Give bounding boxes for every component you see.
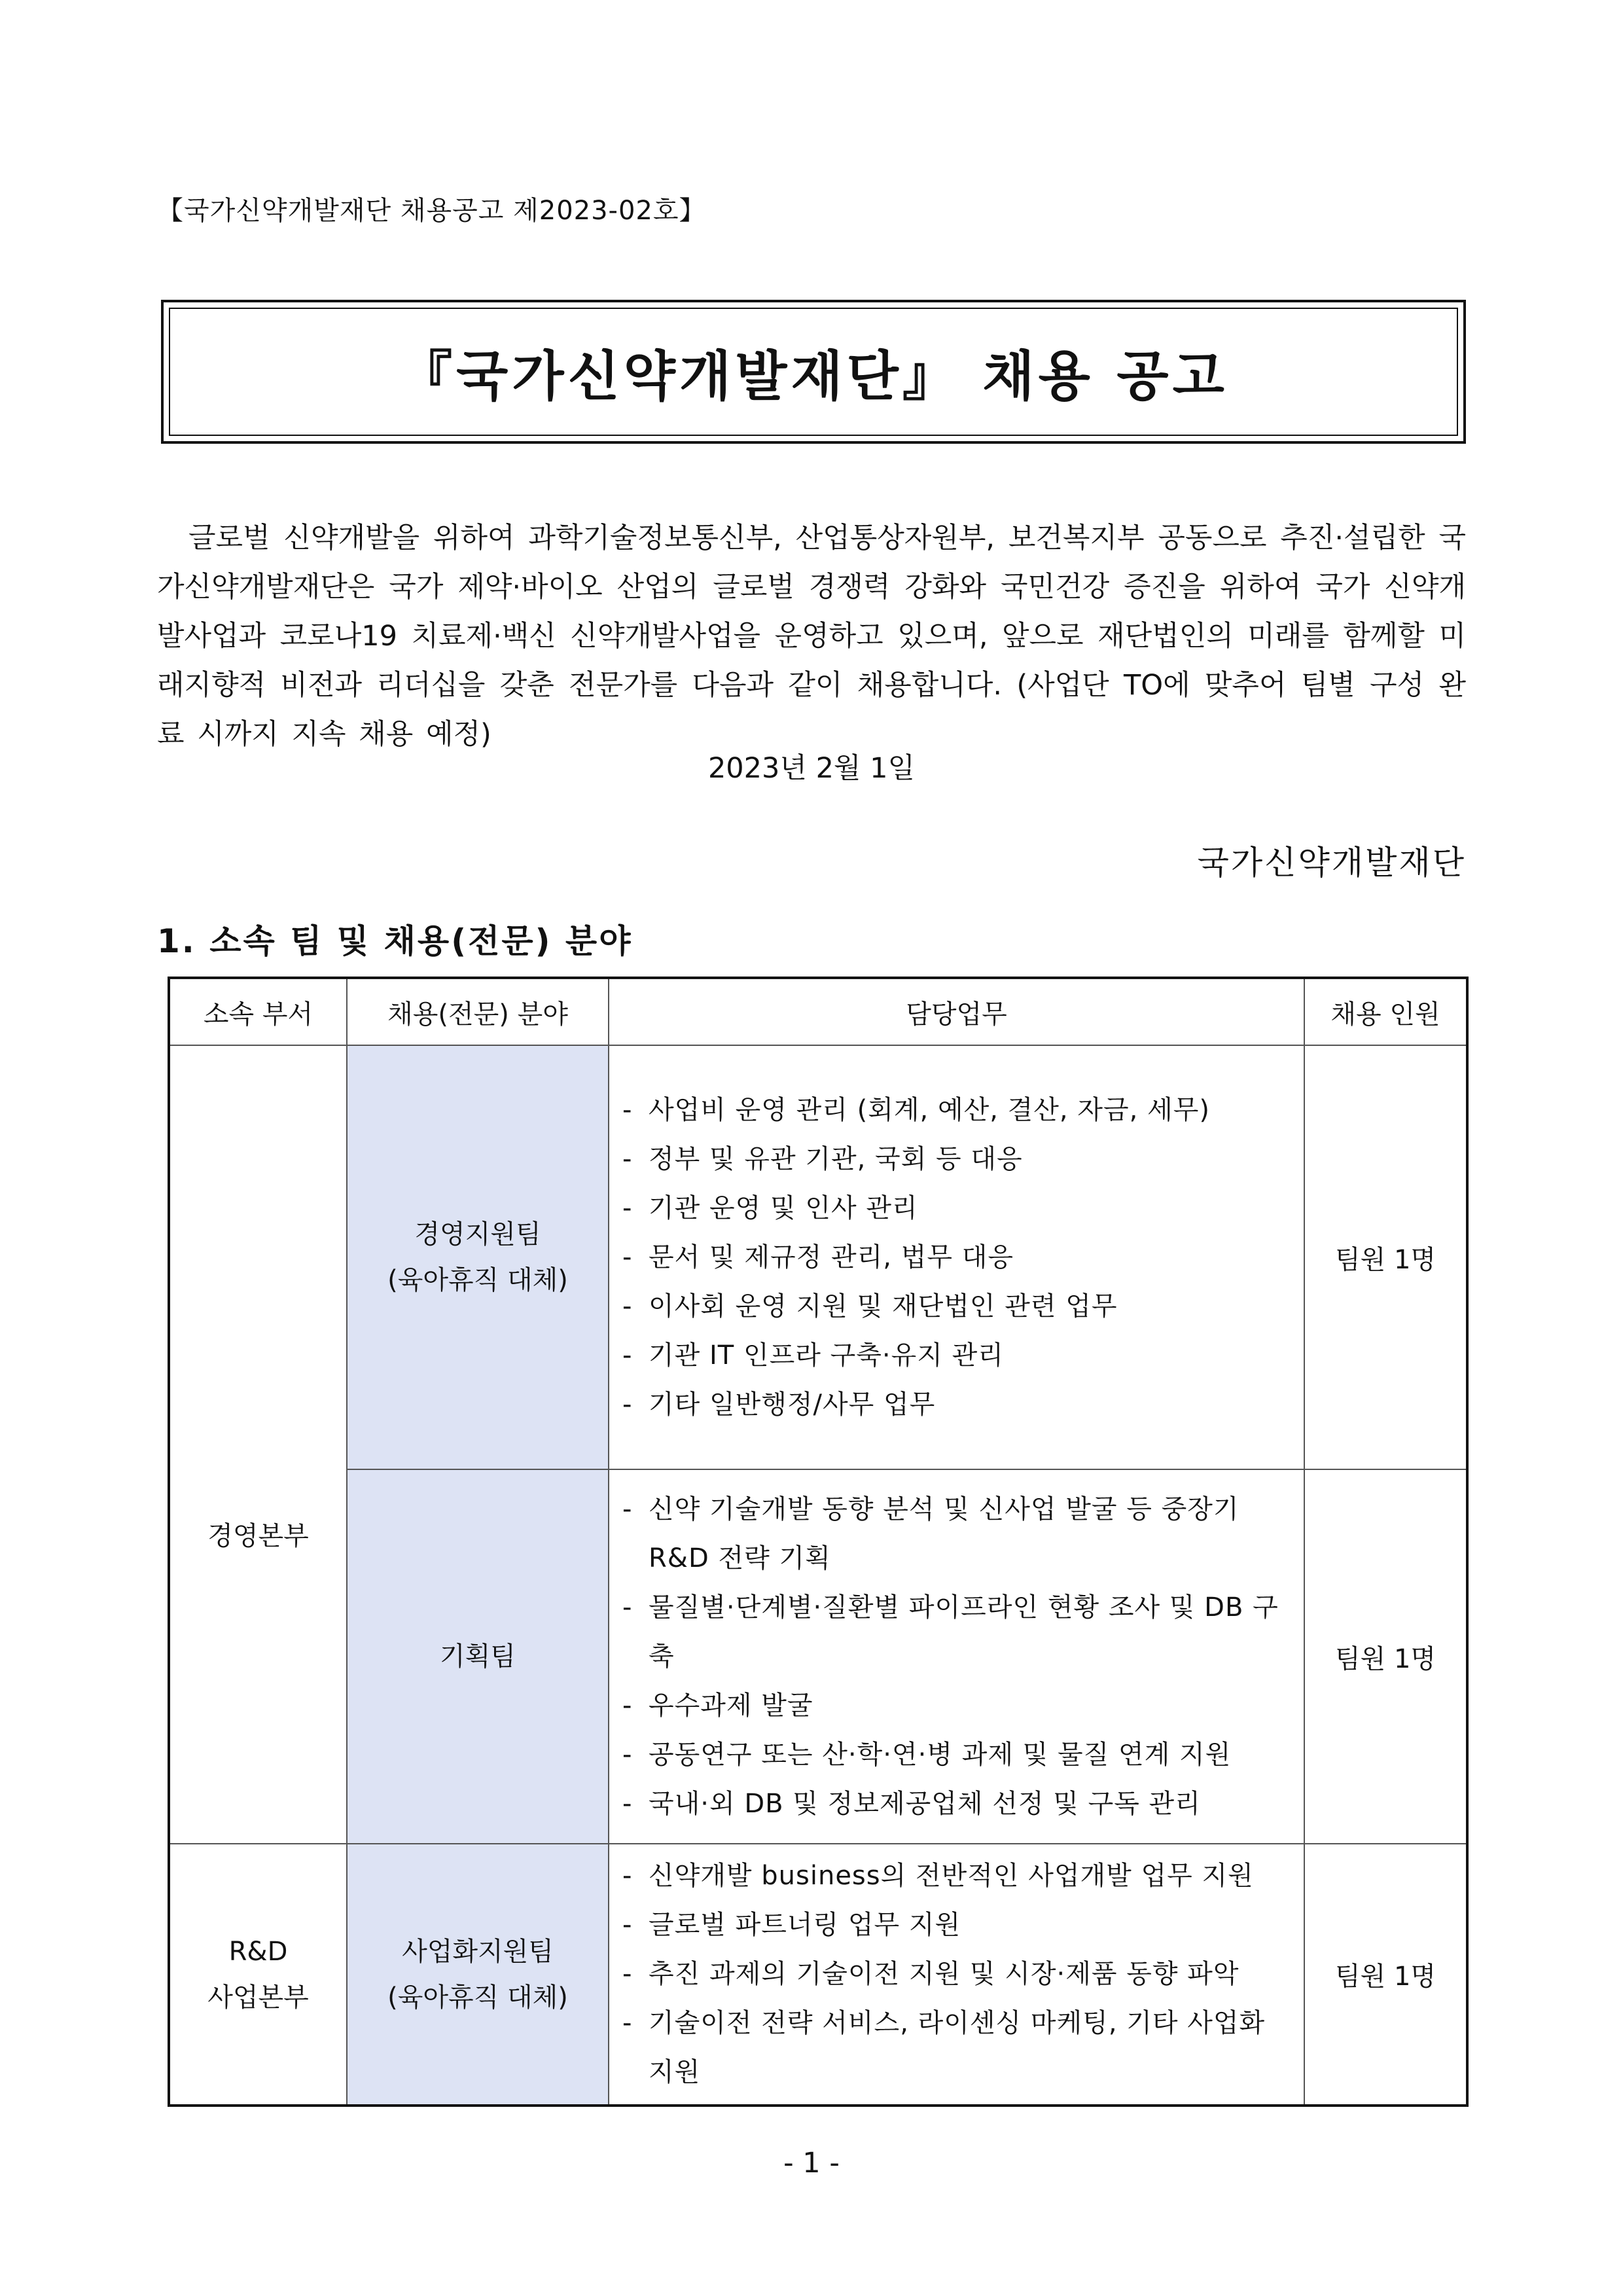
dept-name: R&D xyxy=(228,1936,288,1967)
field-cell xyxy=(347,1045,609,1469)
intro-paragraph: 글로벌 신약개발을 위하여 과학기술정보통신부, 산업통상자원부, 보건복지부 공동으로 추진·설립한 국가신약개발재단은 국가 제약·바이오 산업의 글로벌 경쟁력 강화와 국민건강 증진을 위하여 국가 신약개발사업과 코로나19 치료제·백신 신약개발사업을 운영하고 있으며, 앞으로 재단법인의 미래를 함께할 미래지향적 비전과 리더십을 갖춘 전문가를 다음과 같이 채용합니다. (사업단 TO에 맞추어 팀별 구성 완료 시까지 지속 채용 예정) xyxy=(157,522,1466,751)
field-name: 사업화지원팀 xyxy=(402,1936,554,1967)
list-item: - 정부 및 유관 기관, 국회 등 대응 xyxy=(622,1135,1297,1184)
organization-name: 국가신약개발재단 xyxy=(1197,844,1466,882)
duties-cell xyxy=(609,1469,1304,1844)
announcement-date: 2023년 2월 1일 xyxy=(707,752,916,785)
dept-name: 사업본부 xyxy=(207,1982,309,2013)
list-item: - 기타 일반행정/사무 업무 xyxy=(622,1380,1297,1429)
count-cell: 팀원 1명 xyxy=(1304,1469,1467,1844)
list-item: - 사업비 운영 관리 (회계, 예산, 결산, 자금, 세무) xyxy=(622,1086,1297,1135)
list-item: - 이사회 운영 지원 및 재단법인 관련 업무 xyxy=(622,1282,1297,1331)
header-count: 채용 인원 xyxy=(1304,978,1467,1045)
list-item: - 추진 과제의 기술이전 지원 및 시장·제품 동향 파악 xyxy=(622,1950,1297,1999)
table-header-row xyxy=(169,978,1467,1045)
dept-cell xyxy=(169,1045,347,1844)
title-box xyxy=(161,300,1466,444)
count-cell: 팀원 1명 xyxy=(1304,1844,1467,2106)
list-item: - 기관 IT 인프라 구축·유지 관리 xyxy=(622,1331,1297,1380)
list-item: - 물질별·단계별·질환별 파이프라인 현황 조사 및 DB 구축 xyxy=(622,1583,1297,1681)
table-row xyxy=(169,1844,1467,2106)
field-name: 기획팀 xyxy=(440,1641,516,1672)
header-field: 채용(전문) 분야 xyxy=(347,978,609,1045)
table-row xyxy=(169,1045,1467,1469)
list-item: - 글로벌 파트너링 업무 지원 xyxy=(622,1901,1297,1950)
field-cell xyxy=(347,1844,609,2106)
count-cell: 팀원 1명 xyxy=(1304,1045,1467,1469)
dept-name: 경영본부 xyxy=(207,1521,309,1551)
field-name: 경영지원팀 xyxy=(414,1219,541,1249)
field-note: (육아휴직 대체) xyxy=(387,1982,568,2013)
page-number: - 1 - xyxy=(783,2147,840,2179)
field-note: (육아휴직 대체) xyxy=(387,1265,568,1295)
duties-cell xyxy=(609,1844,1304,2106)
header-dept: 소속 부서 xyxy=(169,978,347,1045)
list-item: - 기관 운영 및 인사 관리 xyxy=(622,1184,1297,1233)
field-cell xyxy=(347,1469,609,1844)
list-item: - 기술이전 전략 서비스, 라이센싱 마케팅, 기타 사업화 지원 xyxy=(622,1999,1297,2097)
duties-list xyxy=(622,1485,1297,1829)
document-title: 『국가신약개발재단』 채용 공고 xyxy=(399,345,1228,408)
section-heading: 1. 소속 팀 및 채용(전문) 분야 xyxy=(157,922,633,960)
recruitment-table xyxy=(168,977,1469,2107)
notice-number: 【국가신약개발재단 채용공고 제2023-02호】 xyxy=(157,196,706,226)
header-duties: 담당업무 xyxy=(609,978,1304,1045)
dept-cell xyxy=(169,1844,347,2106)
title-box-inner xyxy=(169,308,1458,436)
duties-list xyxy=(622,1852,1297,2097)
list-item: - 신약 기술개발 동향 분석 및 신사업 발굴 등 중장기 R&D 전략 기획 xyxy=(622,1485,1297,1583)
list-item: - 우수과제 발굴 xyxy=(622,1681,1297,1731)
list-item: - 신약개발 business의 전반적인 사업개발 업무 지원 xyxy=(622,1852,1297,1901)
duties-cell xyxy=(609,1045,1304,1469)
list-item: - 문서 및 제규정 관리, 법무 대응 xyxy=(622,1233,1297,1282)
duties-list xyxy=(622,1086,1297,1429)
list-item: - 국내·외 DB 및 정보제공업체 선정 및 구독 관리 xyxy=(622,1780,1297,1829)
table-row xyxy=(169,1469,1467,1844)
list-item: - 공동연구 또는 산·학·연·병 과제 및 물질 연계 지원 xyxy=(622,1731,1297,1780)
